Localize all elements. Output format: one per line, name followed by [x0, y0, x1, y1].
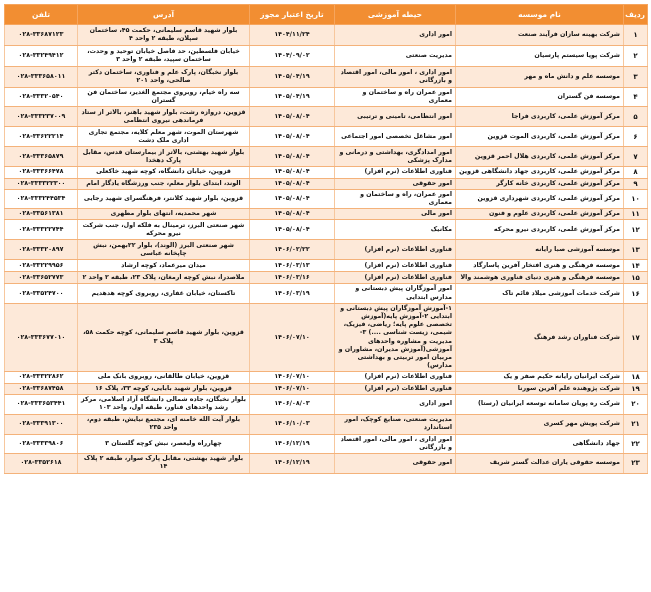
table-row — [5, 167, 648, 178]
cell-phone: ۰۲۸-۳۳۳۲۳۷۰۰۹ — [5, 107, 78, 127]
cell-row-number: ۱۸ — [624, 372, 648, 383]
cell-phone: ۰۲۸-۳۳۳۲۰۸۹۷ — [5, 240, 78, 260]
table-body — [5, 25, 648, 474]
cell-license-date: ۱۴۰۶/۱۲/۱۹ — [250, 434, 335, 453]
cell-institute-name: شرکت پویا سیستم پارسیان — [456, 46, 624, 67]
cell-institute-name: شرکت بهینه سازان فرآیند صنعت — [456, 25, 624, 46]
cell-license-date: ۱۴۰۵/۰۸/۰۴ — [250, 127, 335, 147]
cell-row-number: ۱۳ — [624, 240, 648, 260]
cell-row-number: ۱۴ — [624, 260, 648, 272]
cell-phone: ۰۲۸-۳۳۲۴۹۴۱۲ — [5, 46, 78, 67]
cell-educational-field: فناوری اطلاعات (نرم افزار) — [335, 372, 456, 383]
cell-license-date: ۱۴۰۵/۰۸/۰۴ — [250, 147, 335, 167]
cell-row-number: ۵ — [624, 107, 648, 127]
cell-institute-name: موسسه علم و دانش ماه و مهر — [456, 67, 624, 88]
cell-educational-field: امور اداری — [335, 394, 456, 414]
cell-license-date: ۱۴۰۴/۱۱/۲۴ — [250, 25, 335, 46]
cell-phone: ۰۲۸-۳۳۲۲۹۹۵۶ — [5, 260, 78, 272]
table-row — [5, 67, 648, 88]
cell-educational-field: امور مشاغل تخصصی امور اجتماعی — [335, 127, 456, 147]
table-row — [5, 88, 648, 107]
institutes-table-sheet — [4, 4, 647, 474]
table-row — [5, 46, 648, 67]
cell-educational-field: فناوری اطلاعات (نرم افزار) — [335, 260, 456, 272]
cell-row-number: ۱۷ — [624, 303, 648, 372]
cell-address: قزوین، خیابان دانشگاه، کوچه شهید خاکعلی — [78, 167, 250, 178]
cell-address: قزوین، بلوار شهید کلانتر، فرهنگسرای شهید رجایی — [78, 189, 250, 208]
cell-license-date: ۱۴۰۶/۰۳/۱۹ — [250, 284, 335, 303]
table-row — [5, 284, 648, 303]
cell-educational-field: امور آموزگاران پیش دبستانی و مدارس ابتدایی — [335, 284, 456, 303]
cell-phone: ۰۲۸-۳۳۶۸۷۴۵۸ — [5, 383, 78, 394]
cell-educational-field: فناوری اطلاعات (نرم افزار) — [335, 383, 456, 394]
cell-address: الوند، ابتدای بلوار معلم، جنب ورزشگاه یادگار امام — [78, 178, 250, 189]
table-row — [5, 394, 648, 414]
table-row — [5, 240, 648, 260]
cell-license-date: ۱۴۰۵/۰۸/۰۴ — [250, 178, 335, 189]
table-row — [5, 303, 648, 372]
cell-educational-field: امور عمران راه و ساختمان و معماری — [335, 88, 456, 107]
cell-address: بلوار آیت الله خامنه ای، مجتمع نیایش، طبقه دوم، واحد ۲۳۵ — [78, 414, 250, 434]
cell-row-number: ۴ — [624, 88, 648, 107]
table-row — [5, 434, 648, 453]
table-row — [5, 107, 648, 127]
cell-educational-field: امور اداری — [335, 25, 456, 46]
cell-institute-name: شرکت ره پویان سامانه توسعه ایرانیان (رستا) — [456, 394, 624, 414]
cell-address: سه راه خیام، روبروی مجتمع الغدیر، ساختمان فن گستران — [78, 88, 250, 107]
cell-license-date: ۱۴۰۶/۰۳/۱۳ — [250, 260, 335, 272]
cell-phone: ۰۲۸-۳۳۵۶۱۳۸۱ — [5, 209, 78, 220]
table-row — [5, 383, 648, 394]
cell-license-date: ۱۴۰۶/۰۷/۱۰ — [250, 303, 335, 372]
table-row — [5, 220, 648, 240]
cell-phone: ۰۲۸-۳۳۶۸۷۱۲۳ — [5, 25, 78, 46]
cell-license-date: ۱۴۰۶/۰۳/۱۶ — [250, 272, 335, 284]
cell-row-number: ۲ — [624, 46, 648, 67]
cell-row-number: ۲۰ — [624, 394, 648, 414]
table-header-row — [5, 5, 648, 25]
cell-phone: ۰۲۸-۳۳۳۳۲۲۳۰۰ — [5, 178, 78, 189]
header-institute-name: نام موسسه — [456, 5, 624, 25]
cell-educational-field: ۱-آموزش آموزگاران پیش دبستانی و ابتدایی ۲-آموزش پایه(آموزش تخصصی علوم پایه؛ ریاضی، فیزیک، شیمی، زیست شناسی ....) ۳-مدیریت و مشاوره واحدهای آموزشی(آموزش مدیران، مشاوران و مربیان امور تربیتی و بهداشتی مدارس) — [335, 303, 456, 372]
cell-institute-name: موسسه حقوقی یاران عدالت گستر شریف — [456, 454, 624, 473]
cell-phone: ۰۲۸-۳۳۳۲۲۸۶۲ — [5, 372, 78, 383]
cell-row-number: ۱ — [624, 25, 648, 46]
cell-address: بلوار شهید قاسم سلیمانی، حکمت ۴۵، ساختمان سپلان، طبقه ۲ واحد ۴ — [78, 25, 250, 46]
cell-address: شهر صنعتی البرز، ترمینال به فلکه اول، جنب شرکت نیرو محرکه — [78, 220, 250, 240]
cell-educational-field: مدیریت صنعتی، صنایع کوچک، امور استاندارد — [335, 414, 456, 434]
cell-institute-name: مرکز آموزش علمی، کاربردی الموت قزوین — [456, 127, 624, 147]
cell-phone: ۰۲۸-۳۳۳۶۵۳۴۴۱ — [5, 394, 78, 414]
cell-row-number: ۱۲ — [624, 220, 648, 240]
cell-phone: ۰۲۸-۳۳۳۹۱۳۰۰ — [5, 414, 78, 434]
table-row — [5, 178, 648, 189]
cell-license-date: ۱۴۰۶/۰۷/۱۰ — [250, 372, 335, 383]
cell-address: قزوین، بلوار شهید قاسم سلیمانی، کوچه حکمت ۵۸، پلاک ۳ — [78, 303, 250, 372]
header-phone: تلفن — [5, 5, 78, 25]
cell-address: چهارراه ولیعصر، نبش کوچه گلستان ۳ — [78, 434, 250, 453]
cell-institute-name: موسسه آموزشی صبا رایانه — [456, 240, 624, 260]
cell-educational-field: امور انتظامی، تامینی و ترتیبی — [335, 107, 456, 127]
cell-phone: ۰۲۸-۳۳۳۲۴۴۵۳۴ — [5, 189, 78, 208]
table-row — [5, 414, 648, 434]
cell-row-number: ۸ — [624, 167, 648, 178]
cell-institute-name: موسسه فن گستران — [456, 88, 624, 107]
cell-phone: ۰۲۸-۳۳۳۶۵۸۰۱۱ — [5, 67, 78, 88]
table-row — [5, 272, 648, 284]
cell-educational-field: مکانیک — [335, 220, 456, 240]
cell-address: میدان میرعماد، کوچه ارشاد — [78, 260, 250, 272]
cell-phone: ۰۲۸-۳۳۵۲۴۷۰۰ — [5, 284, 78, 303]
cell-educational-field: مدیریت صنعتی — [335, 46, 456, 67]
cell-address: بلوار نخبگان، جاده شمالی دانشگاه آزاد اسلامی، مرکز رشد واحدهای فناور، طبقه اول، واحد ۱۰۳ — [78, 394, 250, 414]
cell-address: قزوین، دروازه رشت، بلوار شهید باهنر، بالاتر از ستاد فرماندهی نیروی انتظامی — [78, 107, 250, 127]
cell-row-number: ۹ — [624, 178, 648, 189]
institutes-table — [4, 4, 648, 474]
cell-phone: ۰۲۸-۳۳۶۲۲۲۱۴ — [5, 127, 78, 147]
cell-address: قزوین، بلوار شهید بابایی، کوچه ۳۳، پلاک ۱۶ — [78, 383, 250, 394]
cell-license-date: ۱۴۰۵/۰۸/۰۴ — [250, 167, 335, 178]
cell-institute-name: مرکز آموزش علمی، کاربردی علوم و فنون — [456, 209, 624, 220]
cell-institute-name: مرکز آموزش علمی، کاربردی جهاد دانشگاهی قزوین — [456, 167, 624, 178]
cell-educational-field: امور عمران، راه و ساختمان و معماری — [335, 189, 456, 208]
cell-row-number: ۲۳ — [624, 454, 648, 473]
cell-license-date: ۱۴۰۵/۰۸/۰۴ — [250, 189, 335, 208]
table-row — [5, 189, 648, 208]
table-row — [5, 25, 648, 46]
cell-phone: ۰۲۸-۳۳۳۶۶۴۷۸ — [5, 167, 78, 178]
cell-phone: ۰۲۸-۳۳۳۲۲۷۴۴ — [5, 220, 78, 240]
cell-educational-field: امور اداری ، امور مالی، امور اقتصاد و بازرگانی — [335, 67, 456, 88]
cell-educational-field: فناوری اطلاعات (نرم افزار) — [335, 167, 456, 178]
cell-license-date: ۱۴۰۶/۱۰/۰۳ — [250, 414, 335, 434]
cell-institute-name: مرکز آموزش علمی، کاربردی شهرداری قزوین — [456, 189, 624, 208]
header-educational-field: حیطه آموزشی — [335, 5, 456, 25]
cell-address: بلوار نخبگان، پارک علم و فناوری، ساختمان دکتر صالحی، واحد ۲۰۱ — [78, 67, 250, 88]
cell-educational-field: امور اداری ، امور مالی، امور اقتصاد و بازرگانی — [335, 434, 456, 453]
cell-row-number: ۲۱ — [624, 414, 648, 434]
cell-license-date: ۱۴۰۴/۰۹/۰۲ — [250, 46, 335, 67]
cell-address: بلوار شهید بهشتی، بالاتر از بیمارستان قدس، مقابل پارک دهخدا — [78, 147, 250, 167]
table-row — [5, 372, 648, 383]
cell-institute-name: شرکت خدمات آموزشی میلاد قائم تاک — [456, 284, 624, 303]
cell-phone: ۰۲۸-۳۳۵۲۶۱۸ — [5, 454, 78, 473]
header-row-number: ردیف — [624, 5, 648, 25]
cell-institute-name: شرکت پژوهنده علم آفرین سورنا — [456, 383, 624, 394]
cell-educational-field: امور حقوقی — [335, 454, 456, 473]
cell-educational-field: فناوری اطلاعات (نرم افزار) — [335, 240, 456, 260]
cell-license-date: ۱۴۰۵/۰۴/۱۹ — [250, 67, 335, 88]
cell-institute-name: مرکز آموزش علمی، کاربردی خانه کارگر — [456, 178, 624, 189]
cell-institute-name: مرکز آموزش علمی، کاربردی هلال احمر قزوین — [456, 147, 624, 167]
header-license-validity-date: تاریخ اعتبار مجوز — [250, 5, 335, 25]
cell-row-number: ۱۰ — [624, 189, 648, 208]
cell-phone: ۰۲۸-۳۳۳۶۵۸۷۹ — [5, 147, 78, 167]
cell-institute-name: شرکت ایرانیان رایانه حکیم صفر و یک — [456, 372, 624, 383]
cell-educational-field: امور مالی — [335, 209, 456, 220]
cell-address: تاکستان، خیابان غفاری، روبروی کوچه هدهدیم — [78, 284, 250, 303]
cell-row-number: ۱۹ — [624, 383, 648, 394]
cell-address: بلوار شهید بهشتی، مقابل پارک سوار، طبقه ۲ پلاک ۱۴ — [78, 454, 250, 473]
cell-license-date: ۱۴۰۶/۱۲/۱۹ — [250, 454, 335, 473]
cell-educational-field: فناوری اطلاعات (نرم افزار) — [335, 272, 456, 284]
cell-address: خیابان فلسطین، حد فاصل خیابان توحید و وحدت، ساختمان سپید، طبقه ۲ واحد ۳ — [78, 46, 250, 67]
cell-row-number: ۷ — [624, 147, 648, 167]
cell-row-number: ۲۲ — [624, 434, 648, 453]
cell-address: ملاصدرا، نبش کوچه ارمغان، پلاک ۲۳، طبقه ۲ واحد ۲ — [78, 272, 250, 284]
table-row — [5, 127, 648, 147]
cell-address: شهر صنعتی البرز (الوند)، بلوار ۲۲بهمن، نبش چاپخانه عباسی — [78, 240, 250, 260]
cell-phone: ۰۲۸-۳۳۳۲۰۵۴۰ — [5, 88, 78, 107]
table-row — [5, 260, 648, 272]
cell-address: قزوین، خیابان طالقانی، روبروی بانک ملی — [78, 372, 250, 383]
cell-row-number: ۶ — [624, 127, 648, 147]
cell-educational-field: امور حقوقی — [335, 178, 456, 189]
cell-address: شهر محمدیه، انتهای بلوار مطهری — [78, 209, 250, 220]
header-address: آدرس — [78, 5, 250, 25]
cell-license-date: ۱۴۰۵/۰۸/۰۴ — [250, 107, 335, 127]
cell-license-date: ۱۴۰۶/۰۸/۰۳ — [250, 394, 335, 414]
cell-license-date: ۱۴۰۵/۰۸/۰۴ — [250, 220, 335, 240]
cell-institute-name: مرکز آموزش علمی، کاربردی نیرو محرکه — [456, 220, 624, 240]
cell-phone: ۰۲۸-۳۳۳۳۹۸۰۶ — [5, 434, 78, 453]
cell-institute-name: موسسه فرهنگی و هنری افتخار آفرین پاسارگاد — [456, 260, 624, 272]
cell-license-date: ۱۴۰۶/۰۲/۲۲ — [250, 240, 335, 260]
cell-row-number: ۱۵ — [624, 272, 648, 284]
cell-institute-name: جهاد دانشگاهی — [456, 434, 624, 453]
cell-row-number: ۳ — [624, 67, 648, 88]
cell-institute-name: شرکت فناوران رشد فرهنگ — [456, 303, 624, 372]
cell-license-date: ۱۴۰۵/۰۴/۱۹ — [250, 88, 335, 107]
cell-phone: ۰۲۸-۳۳۳۶۷۷۰۱۰ — [5, 303, 78, 372]
cell-license-date: ۱۴۰۶/۰۷/۱۰ — [250, 383, 335, 394]
table-row — [5, 147, 648, 167]
table-row — [5, 454, 648, 473]
cell-institute-name: مرکز آموزش علمی، کاربردی فراجا — [456, 107, 624, 127]
cell-license-date: ۱۴۰۵/۰۸/۰۴ — [250, 209, 335, 220]
cell-row-number: ۱۶ — [624, 284, 648, 303]
cell-educational-field: امور امدادگری، بهداشتی و درمانی و مدارک پزشکی — [335, 147, 456, 167]
cell-address: شهرستان الموت، شهر معلم کلایه، مجتمع تجاری اداری ملک دشت — [78, 127, 250, 147]
table-row — [5, 209, 648, 220]
cell-institute-name: موسسه فرهنگی و هنری دنیای فناوری هوشمند والا — [456, 272, 624, 284]
cell-row-number: ۱۱ — [624, 209, 648, 220]
cell-institute-name: شرکت پویش مهر کسری — [456, 414, 624, 434]
cell-phone: ۰۲۸-۳۳۶۵۲۷۷۳ — [5, 272, 78, 284]
